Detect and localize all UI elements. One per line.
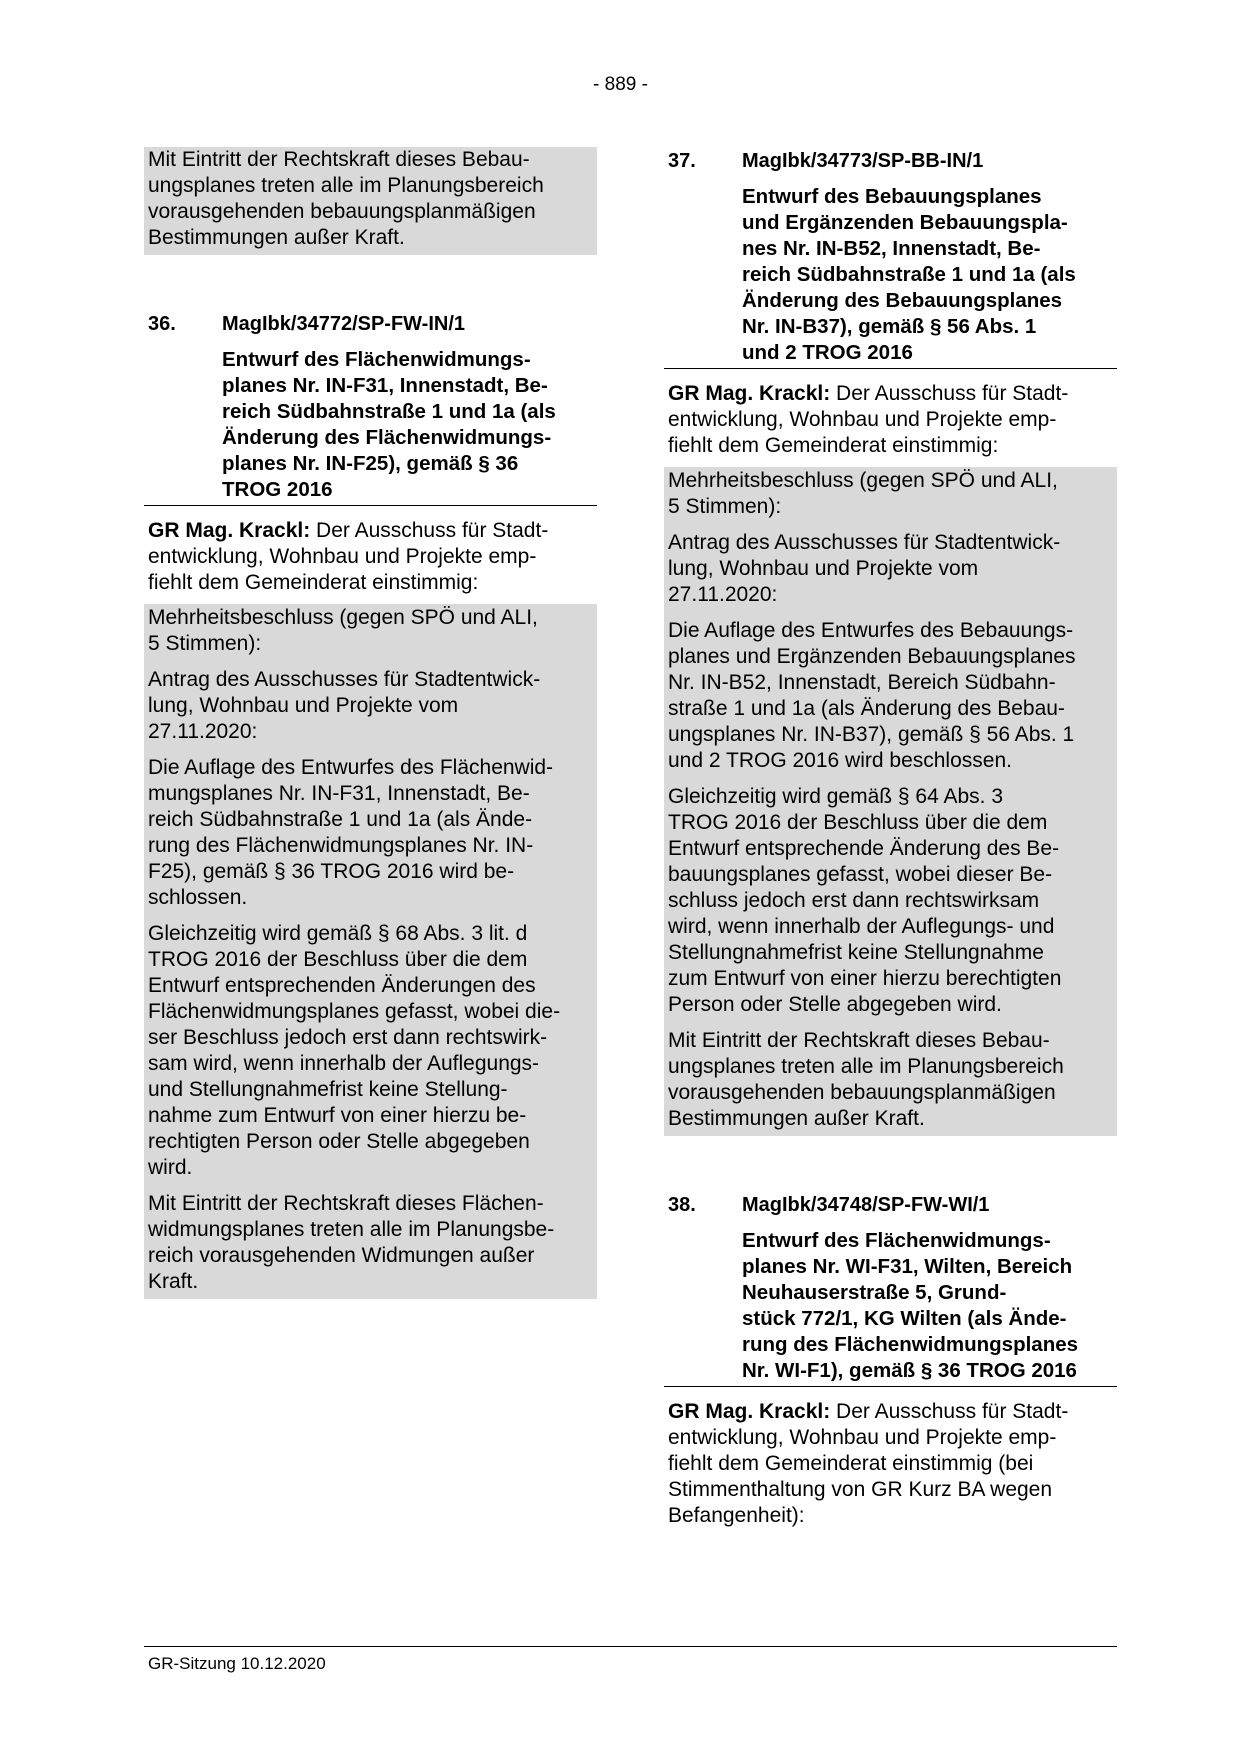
item-38-divider (664, 1386, 1117, 1387)
item-number: 37. (668, 150, 696, 172)
speech-text: Der Ausschuss für Stadt- entwicklung, Wohnbau und Projekte emp- fiehlt dem Gemeinderat einstimmig: (668, 382, 1069, 457)
item-reference: MagIbk/34773/SP-BB-IN/1 (742, 150, 984, 172)
item-38-header (664, 1192, 1117, 1218)
item-reference: MagIbk/34748/SP-FW-WI/1 (742, 1194, 990, 1216)
item-37-divider (664, 368, 1117, 369)
item-37-resolution-block (664, 467, 1117, 1136)
item-36-title: Entwurf des Flächenwidmungs- planes Nr. IN-F31, Innenstadt, Be- reich Südbahnstraße 1 und 1a (als Änderung des Flächenwidmungs- planes Nr. IN-F25), gemäß § 36 TROG 2016 (222, 348, 556, 501)
item-37-header (664, 148, 1117, 174)
footer-divider (144, 1646, 1117, 1647)
item-number: 38. (668, 1194, 696, 1216)
motion-text: Antrag des Ausschusses für Stadtentwick- lung, Wohnbau und Projekte vom 27.11.2020: (148, 668, 541, 743)
intro-paragraph: Mit Eintritt der Rechtskraft dieses Bebau- ungsplanes treten alle im Planungsbereich vorausgehenden bebauungsplanmäßigen Bestimmungen außer Kraft. (148, 148, 544, 249)
motion-text: Antrag des Ausschusses für Stadtentwick- lung, Wohnbau und Projekte vom 27.11.2020: (668, 531, 1061, 606)
item-36-divider (144, 505, 597, 506)
left-column (144, 147, 597, 1299)
decision-text: Die Auflage des Entwurfes des Flächenwid- mungsplanes Nr. IN-F31, Innenstadt, Be- reich Südbahnstraße 1 und 1a (als Ände- rung des Flächenwidmungsplanes Nr. IN- F25), gemäß § 36 TROG 2016 wird be- schlossen. (148, 756, 554, 909)
footer-text: GR-Sitzung 10.12.2020 (148, 1654, 326, 1673)
decision-text: Die Auflage des Entwurfes des Bebauungs- planes und Ergänzenden Bebauungsplanes Nr. IN-B52, Innenstadt, Bereich Südbahn- straße 1 und 1a (als Änderung des Bebau- ungsplanes Nr. IN-B37), gemäß § 56 Abs. 1 und 2 TROG 2016 wird beschlossen. (668, 619, 1076, 772)
item-36-header (144, 311, 597, 337)
speaker-name: GR Mag. Krackl: (148, 519, 311, 542)
effect-text: Mit Eintritt der Rechtskraft dieses Flächen- widmungsplanes treten alle im Planungsbe- reich vorausgehenden Widmungen außer Kraft. (148, 1192, 555, 1293)
page-number: - 889 - (593, 74, 648, 95)
speech-text: Der Ausschuss für Stadt- entwicklung, Wohnbau und Projekte emp- fiehlt dem Gemeinderat einstimmig: (148, 519, 549, 594)
vote-result: Mehrheitsbeschluss (gegen SPÖ und ALI, 5 Stimmen): (148, 606, 538, 655)
item-36-resolution-block (144, 604, 597, 1299)
vote-result: Mehrheitsbeschluss (gegen SPÖ und ALI, 5 Stimmen): (668, 469, 1058, 518)
item-38-title: Entwurf des Flächenwidmungs- planes Nr. WI-F31, Wilten, Bereich Neuhauserstraße 5, Grund- stück 772/1, KG Wilten (als Ände- rung des Flächenwidmungsplanes Nr. WI-F1), gemäß § 36 TROG 2016 (742, 1229, 1079, 1382)
effect-text: Mit Eintritt der Rechtskraft dieses Bebau- ungsplanes treten alle im Planungsbereich vorausgehenden bebauungsplanmäßigen Bestimmungen außer Kraft. (668, 1029, 1064, 1130)
item-37-title: Entwurf des Bebauungsplanes und Ergänzenden Bebauungspla- nes Nr. IN-B52, Innenstadt, Be- reich Südbahnstraße 1 und 1a (als Änderung des Bebauungsplanes Nr. IN-B37), gemäß § 56 Abs. 1 und 2 TROG 2016 (742, 185, 1076, 364)
item-number: 36. (148, 313, 176, 335)
item-reference: MagIbk/34772/SP-FW-IN/1 (222, 313, 465, 335)
speaker-name: GR Mag. Krackl: (668, 1400, 831, 1423)
item-38-speech (664, 1399, 1117, 1529)
item-37-speech (664, 381, 1117, 459)
simultaneous-text: Gleichzeitig wird gemäß § 64 Abs. 3 TROG 2016 der Beschluss über die dem Entwurf entsprechende Änderung des Be- bauungsplanes gefasst, wobei dieser Be- schluss jedoch erst dann rechtswirksam wird, wenn innerhalb der Auflegungs- und Stellungnahmefrist keine Stellungnahme zum Entwurf von einer hierzu berechtigten Person oder Stelle abgegeben wird. (668, 785, 1062, 1016)
simultaneous-text: Gleichzeitig wird gemäß § 68 Abs. 3 lit. d TROG 2016 der Beschluss über die dem Entwurf entsprechenden Änderungen des Flächenwidmungsplanes gefasst, wobei die- ser Beschluss jedoch erst dann rechtswirk- sam wird, wenn innerhalb der Auflegungs- und Stellungnahmefrist keine Stellung- nahme zum Entwurf von einer hierzu be- rechtigten Person oder Stelle abgegeben wird. (148, 922, 561, 1179)
right-column (664, 148, 1117, 1537)
speech-text: Der Ausschuss für Stadt- entwicklung, Wohnbau und Projekte emp- fiehlt dem Gemeinderat einstimmig (bei Stimmenthaltung von GR Kurz BA wegen Befangenheit): (668, 1400, 1069, 1527)
intro-resolution-block (144, 147, 597, 255)
speaker-name: GR Mag. Krackl: (668, 382, 831, 405)
item-36-speech (144, 518, 597, 596)
